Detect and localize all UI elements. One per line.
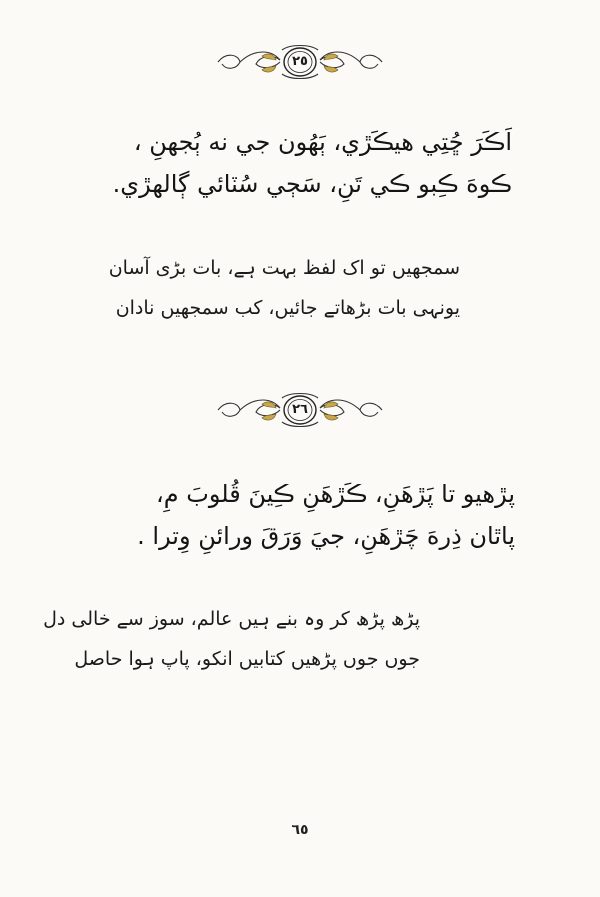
verse-number: ٢٥ <box>292 54 308 69</box>
verse-number: ٢٦ <box>292 402 308 417</box>
sindhi-line: پاٿان ذِرهَ چَڙهَنِ، جيَ وَرَقَ ورائنِ وِترا . <box>137 522 515 550</box>
urdu-line: یونہی بات بڑھاتے جائیں، کب سمجھیں نادان <box>115 297 460 319</box>
urdu-line: پڑھ پڑھ کر وہ بنے ہیں عالم، سوز سے خالی دل <box>43 608 420 630</box>
urdu-line: سمجھیں تو اک لفظ بہت ہے، بات بڑی آسان <box>108 257 460 279</box>
sindhi-line: اَڪَرَ ڇُتِي هيڪَڙي، ٻَهُون جي نه ٻُجهنِ ، <box>133 128 512 156</box>
page-number: ٦٥ <box>291 822 309 838</box>
verse-ornament-26 <box>200 388 400 432</box>
verse-ornament-25 <box>200 40 400 84</box>
sindhi-line: پڙهيو تا پَڙهَنِ، ڪَڙهَنِ ڪِينَ قُلوبَ مِ، <box>156 480 515 508</box>
sindhi-line: ڪوهَ ڪِبو ڪي تَنِ، سَڄي سُٽائي ڳالهڙي. <box>112 170 512 198</box>
urdu-line: جوں جوں پڑھیں کتابیں انکو، پاپ ہوا حاصل <box>74 648 420 670</box>
